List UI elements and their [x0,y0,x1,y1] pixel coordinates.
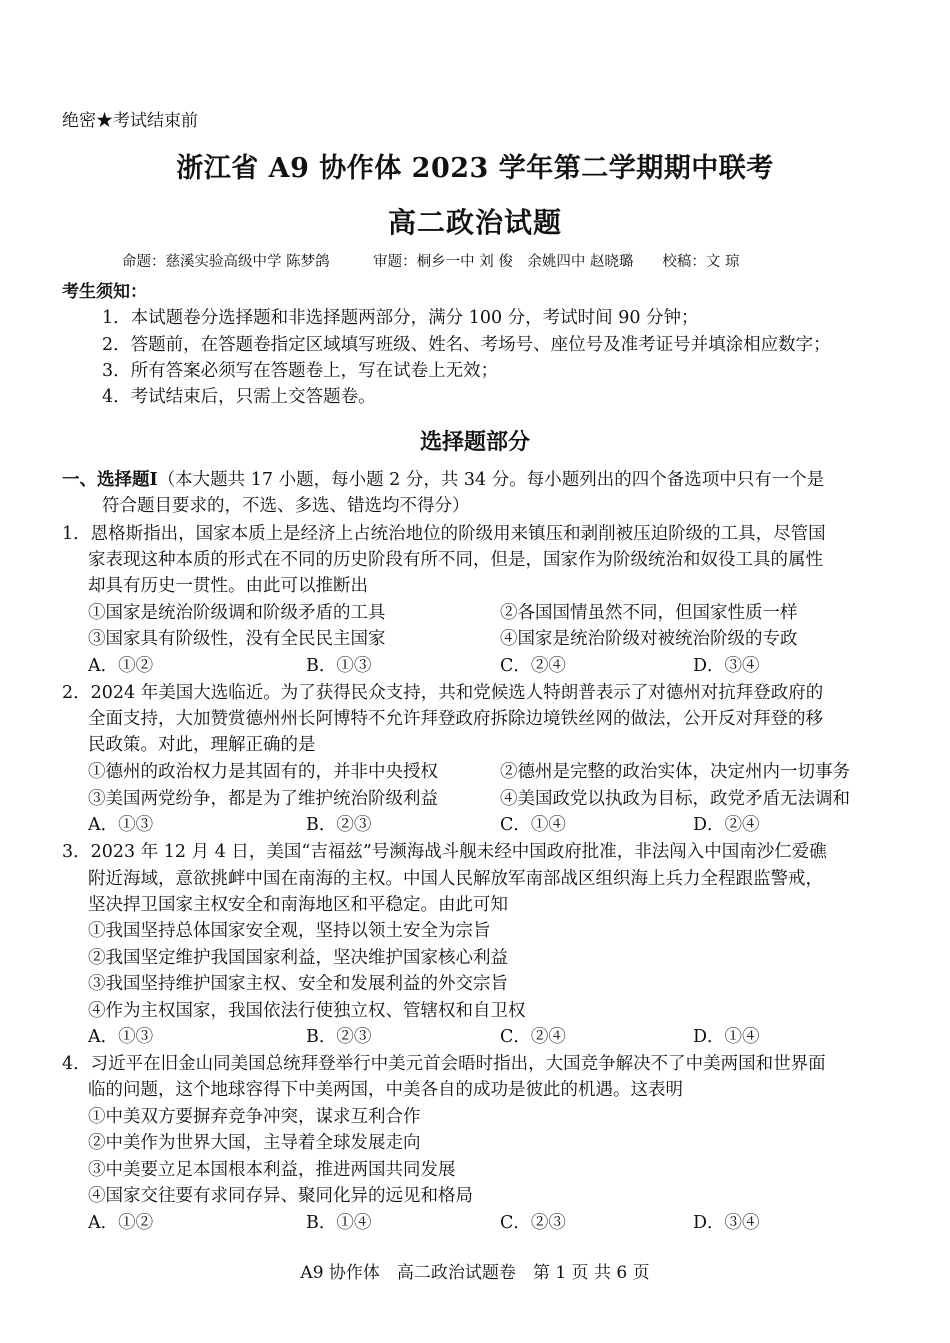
question-stem-line: 民政策。对此，理解正确的是 [88,735,316,755]
question-stem-line: 3．2023 年 12 月 4 日，美国“吉福兹”号濒海战斗舰未经中国政府批准，非法闯入中国南沙仁爱礁 [62,842,827,862]
answer-choice-b[interactable]: B．②③ [306,815,372,835]
notice-heading: 考生须知： [62,282,147,302]
answer-choice-c[interactable]: C．②④ [500,1027,566,1047]
exam-subtitle: 高二政治试题 [387,206,562,239]
notice-item: 4．考试结束后，只需上交答题卷。 [102,387,376,407]
statement-item: ③中美要立足本国根本利益，推进两国共同发展 [88,1160,456,1180]
question-stem-line: 家表现这种本质的形式在不同的历史阶段有所不同，但是，国家作为阶级统治和奴役工具的属性 [88,550,823,570]
statement-item: ①我国坚持总体国家安全观，坚持以领土安全为宗旨 [88,921,491,941]
statement-item: ②我国坚定维护我国国家利益，坚决维护国家核心利益 [88,948,508,968]
statement-item: ③美国两党纷争，都是为了维护统治阶级利益 [88,789,438,809]
question-stem-line: 2．2024 年美国大选临近。为了获得民众支持，共和党候选人特朗普表示了对德州对抗拜登政府的 [62,683,824,703]
question-stem-line: 全面支持，大加赞赏德州州长阿博特不允许拜登政府拆除边境铁丝网的做法，公开反对拜登的移 [88,709,823,729]
answer-choice-d[interactable]: D．③④ [693,1213,760,1233]
notice-item: 1．本试题卷分选择题和非选择题两部分，满分 100 分，考试时间 90 分钟； [102,308,699,328]
part-header [62,467,824,493]
notice-item: 3．所有答案必须写在答题卷上，写在试卷上无效； [102,361,499,381]
question-stem-line: 却具有历史一贯性。由此可以推断出 [88,576,368,596]
answer-choice-b[interactable]: B．①④ [306,1213,372,1233]
notice-item: 2．答题前，在答题卷指定区域填写班级、姓名、考场号、座位号及准考证号并填涂相应数字； [102,335,831,355]
answer-choice-d[interactable]: D．①④ [693,1027,760,1047]
statement-item: ②中美作为世界大国，主导着全球发展走向 [88,1133,421,1153]
answer-choice-c[interactable]: C．②③ [500,1213,566,1233]
answer-choice-d[interactable]: D．③④ [693,656,760,676]
statement-item: ①德州的政治权力是其固有的，并非中央授权 [88,762,438,782]
question-stem-line: 1．恩格斯指出，国家本质上是经济上占统治地位的阶级用来镇压和剥削被压迫阶级的工具，尽管国 [62,524,826,544]
statement-item: ③国家具有阶级性，没有全民民主国家 [88,629,386,649]
answer-choice-c[interactable]: C．①④ [500,815,566,835]
question-stem-line: 4．习近平在旧金山同美国总统拜登举行中美元首会晤时指出，大国竞争解决不了中美两国和世界面 [62,1054,826,1074]
question-stem-line: 附近海域，意欲挑衅中国在南海的主权。中国人民解放军南部战区组织海上兵力全程跟监警戒， [88,869,823,889]
part-description-cont: 符合题目要求的，不选、多选、错选均不得分） [102,496,470,516]
question-stem-line: 临的问题，这个地球容得下中美两国，中美各自的成功是彼此的机遇。这表明 [88,1080,683,1100]
answer-choice-a[interactable]: A．①② [88,656,154,676]
statement-item: ②德州是完整的政治实体，决定州内一切事务 [500,762,850,782]
statement-item: ④国家是统治阶级对被统治阶级的专政 [500,629,798,649]
statement-item: ②各国国情虽然不同，但国家性质一样 [500,603,798,623]
answer-choice-d[interactable]: D．②④ [693,815,760,835]
answer-choice-b[interactable]: B．②③ [306,1027,372,1047]
credits-line: 命题：慈溪实验高级中学 陈梦鸽 审题：桐乡一中 刘 俊 余姚四中 赵晓璐 校稿：文 琼 [122,254,740,270]
confidential-label: 绝密★考试结束前 [62,111,198,131]
answer-choice-a[interactable]: A．①② [88,1213,154,1233]
statement-item: ①中美双方要摒弃竞争冲突，谋求互利合作 [88,1107,421,1127]
exam-title: 浙江省 A9 协作体 2023 学年第二学期期中联考 [176,153,774,184]
answer-choice-b[interactable]: B．①③ [306,656,372,676]
statement-item: ④作为主权国家，我国依法行使独立权、管辖权和自卫权 [88,1001,526,1021]
answer-choice-a[interactable]: A．①③ [88,815,154,835]
part-description: （本大题共 17 小题，每小题 2 分，共 34 分。每小题列出的四个备选项中只有一个是 [157,470,825,490]
answer-choice-c[interactable]: C．②④ [500,656,566,676]
statement-item: ③我国坚持维护国家主权、安全和发展利益的外交宗旨 [88,974,508,994]
part-label: 一、选择题Ⅰ [62,470,158,490]
statement-item: ④国家交往要有求同存异、聚同化异的远见和格局 [88,1186,473,1206]
statement-item: ④美国政党以执政为目标，政党矛盾无法调和 [500,789,850,809]
section-title: 选择题部分 [419,429,530,455]
answer-choice-a[interactable]: A．①③ [88,1027,154,1047]
statement-item: ①国家是统治阶级调和阶级矛盾的工具 [88,603,386,623]
question-stem-line: 坚决捍卫国家主权安全和南海地区和平稳定。由此可知 [88,895,508,915]
page-footer: A9 协作体 高二政治试题卷 第 1 页 共 6 页 [300,1263,650,1283]
